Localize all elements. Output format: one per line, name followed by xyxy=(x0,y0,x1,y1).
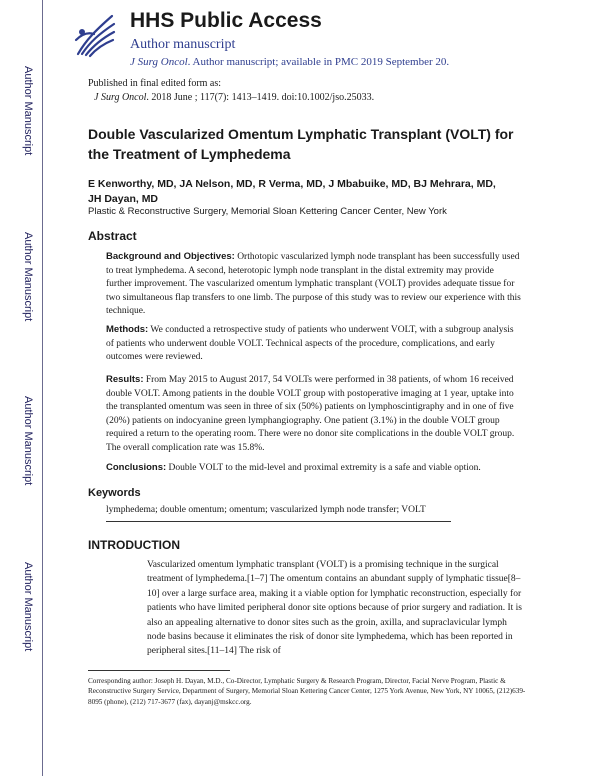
published-label: Published in final edited form as: xyxy=(88,78,222,89)
conclusions-text: Double VOLT to the mid-level and proximal extremity is a safe and viable option. xyxy=(166,463,481,473)
author-manuscript-label: Author Manuscript xyxy=(22,232,34,322)
conclusions-label: Conclusions: xyxy=(106,462,167,473)
introduction-heading: INTRODUCTION xyxy=(88,538,180,552)
article-title: Double Vascularized Omentum Lymphatic Transplant (VOLT) for the Treatment of Lymphedema xyxy=(88,126,514,162)
header-subtitle: Author manuscript xyxy=(130,37,236,52)
footnote-divider xyxy=(88,670,230,671)
methods-label: Methods: xyxy=(106,324,149,335)
introduction-text: Vascularized omentum lymphatic transplant (VOLT) is a promising technique in the surgical treatment of lymphedema.[1–7] The omentum contains an abundant supply of lymphatic tissue[8–10] over a large surface area, making it a viable option for lymphatic reconstruction, especially for patients who have limited peripheral donor site options because of prior surgery and radiation. It is also an appealing alternative to donor sites such as the groin, axilla, and supraclavicular lymph node basins because it eliminates the risk of donor site lymphedema, which has been reported in peripheral sites.[11–14] The risk of xyxy=(147,560,522,657)
abstract-methods xyxy=(106,323,521,365)
background-label: Background and Objectives: xyxy=(106,251,235,262)
header-availability-text: . Author manuscript; available in PMC 2019 September 20. xyxy=(187,56,450,68)
corresponding-author-footnote: Corresponding author: Joseph H. Dayan, M.D., Co-Director, Lymphatic Surgery & Research Program, Director, Facial Nerve Program, Plastic & Reconstructive Surgery Service, Department of Surgery, Memorial Sloan Kettering Cancer Center, 1275 York Avenue, New York, NY 10065, (212)639-8095 (phone), (212) 717-3677 (fax), dayanj@mskcc.org. xyxy=(88,677,526,706)
header-availability xyxy=(130,56,449,68)
abstract-conclusions xyxy=(106,461,521,476)
citation-journal: J Surg Oncol xyxy=(94,92,147,103)
methods-text: We conducted a retrospective study of patients who underwent VOLT, with a subgroup analysis of patients who underwent double VOLT. Technical aspects of the procedure, complications, and early outcomes were reviewed. xyxy=(106,325,514,363)
citation xyxy=(94,92,374,103)
abstract-results xyxy=(106,373,521,456)
keywords-heading: Keywords xyxy=(88,487,141,499)
citation-text: . 2018 June ; 117(7): 1413–1419. doi:10.1002/jso.25033. xyxy=(146,92,375,103)
abstract-heading: Abstract xyxy=(88,229,137,243)
header-journal: J Surg Oncol xyxy=(130,56,188,68)
affiliation: Plastic & Reconstructive Surgery, Memorial Sloan Kettering Cancer Center, New York xyxy=(88,206,447,217)
abstract-background xyxy=(106,250,521,319)
author-manuscript-label: Author Manuscript xyxy=(22,562,34,652)
author-manuscript-label: Author Manuscript xyxy=(22,396,34,486)
author-manuscript-label: Author Manuscript xyxy=(22,66,34,156)
results-text: From May 2015 to August 2017, 54 VOLTs were performed in 38 patients, of whom 16 received double VOLT. Among patients in the double VOLT group with postoperative imaging at 1 year, uptake into the transplanted omentum was seen in three of six (50%) patients on lymphoscintigraphy and in one of five (20%) patients on indocyanine green lymphangiography. One patient (3.1%) in the double VOLT group required a return to the operating room. There were no donor site complications in the double VOLT group. The overall complication rate was 15.8%. xyxy=(106,375,515,453)
results-label: Results: xyxy=(106,374,144,385)
keywords-divider xyxy=(106,521,451,522)
sidebar-divider xyxy=(42,0,43,776)
author-list: E Kenworthy, MD, JA Nelson, MD, R Verma, MD, J Mbabuike, MD, BJ Mehrara, MD, JH Dayan, MD xyxy=(88,178,496,205)
hhs-eagle-logo-icon xyxy=(72,10,118,60)
background-text: Orthotopic vascularized lymph node transplant has been successfully used to treat lymphedema. A second, heterotopic lymph node transplant in the distal extremity may provide further improvement. The vascularized omentum lymphatic transplant (VOLT) provides adequate tissue for two simultaneous flap transfers to one limb. The purpose of this study was to review our experience with this technique. xyxy=(106,252,521,317)
sidebar xyxy=(0,0,40,776)
keywords-text: lymphedema; double omentum; omentum; vascularized lymph node transfer; VOLT xyxy=(106,505,426,515)
header-title: HHS Public Access xyxy=(130,9,322,32)
